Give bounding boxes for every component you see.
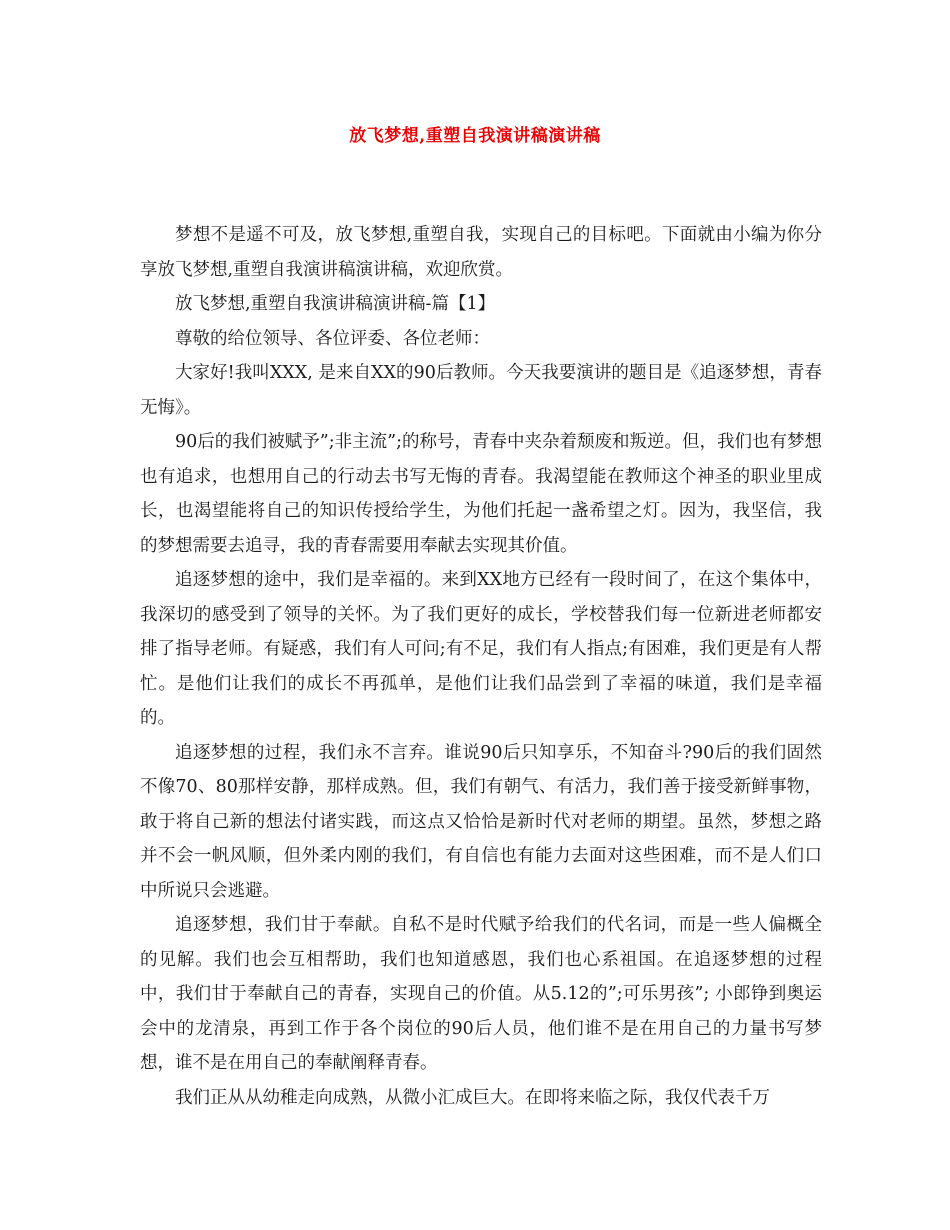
paragraph-body: 追逐梦想，我们甘于奉献。自私不是时代赋予给我们的代名词，而是一些人偏概全的见解。我们也会互相帮助，我们也知道感恩，我们也心系祖国。在追逐梦想的过程中，我们甘于奉献自己的青春，实现自己的价值。从5.12的”;可乐男孩”; 小郎铮到奥运会中的龙清泉，再到工作于各个岗位的90后人员，他们谁不是在用自己的力量书写梦想，谁不是在用自己的奉献阐释青春。 (140, 915, 822, 1073)
paragraph-body: 90后的我们被赋予”;非主流”;的称号，青春中夹杂着颓废和叛逆。但，我们也有梦想也有追求，也想用自己的行动去书写无悔的青春。我渴望能在教师这个神圣的职业里成长，也渴望能将自己的知识传授给学生，为他们托起一盏希望之灯。因为，我坚信，我的梦想需要去追寻，我的青春需要用奉献去实现其价值。 (140, 432, 822, 556)
document-body (140, 218, 822, 1115)
paragraph-body: 追逐梦想的过程，我们永不言弃。谁说90后只知享乐，不知奋斗?90后的我们固然不像70、80那样安静，那样成熟。但，我们有朝气、有活力，我们善于接受新鲜事物，敢于将自己新的想法付诸实践，而这点又恰恰是新时代对老师的期望。虽然，梦想之路并不会一帆风顺，但外柔内刚的我们，有自信也有能力去面对这些困难，而不是人们口中所说只会逃避。 (140, 742, 822, 901)
paragraph-salutation: 尊敬的给位领导、各位评委、各位老师： (175, 328, 490, 349)
paragraph-body: 我们正从从幼稚走向成熟，从微小汇成巨大。在即将来临之际，我仅代表千万 (175, 1087, 770, 1108)
document-title: 放飞梦想,重塑自我演讲稿演讲稿 (349, 126, 601, 146)
paragraph-body: 追逐梦想的途中，我们是幸福的。来到XX地方已经有一段时间了，在这个集体中，我深切的感受到了领导的关怀。为了我们更好的成长，学校替我们每一位新进老师都安排了指导老师。有疑惑，我们有人可问;有不足，我们有人指点;有困难，我们更是有人帮忙。是他们让我们的成长不再孤单，是他们让我们品尝到了幸福的味道，我们是幸福的。 (140, 570, 822, 728)
paragraph-intro: 梦想不是遥不可及，放飞梦想,重塑自我，实现自己的目标吧。下面就由小编为你分享放飞梦想,重塑自我演讲稿演讲稿，欢迎欣赏。 (140, 225, 822, 280)
paragraph-greeting: 大家好!我叫XXX, 是来自XX的90后教师。今天我要演讲的题目是《追逐梦想，青春无悔》。 (140, 363, 822, 418)
paragraph-section-heading: 放飞梦想,重塑自我演讲稿演讲稿-篇【1】 (175, 294, 496, 314)
